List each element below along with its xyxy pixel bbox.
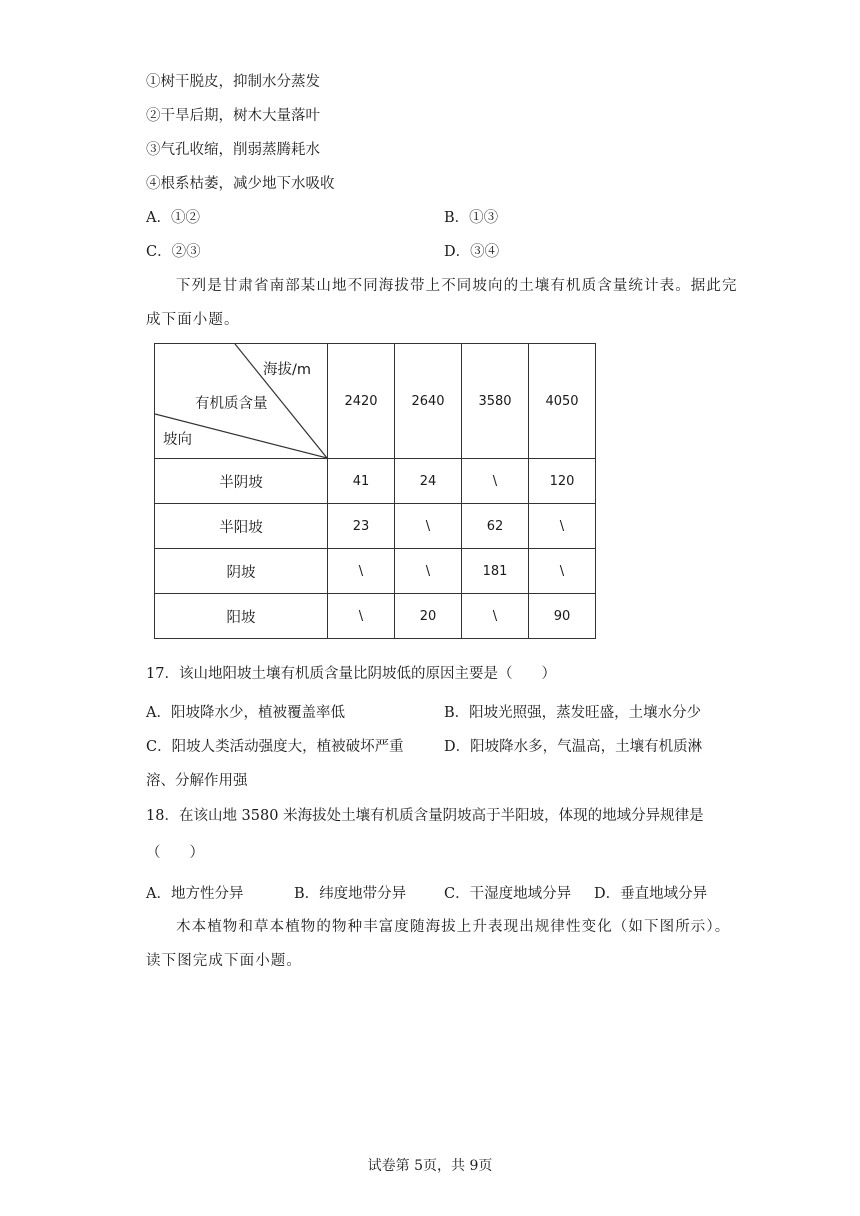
q18-option-a: A．地方性分异 [146, 886, 244, 902]
header-slope-aspect: 坡向 [163, 432, 192, 448]
passage-2-line-2: 读下图完成下面小题。 [146, 953, 302, 969]
q17-option-d-continued: 溶、分解作用强 [146, 773, 248, 789]
row-label: 阳坡 [155, 594, 328, 639]
table-diagonal-header [155, 344, 328, 459]
column-header: 4050 [529, 344, 596, 459]
table-row [155, 504, 596, 549]
table-cell: \ [529, 504, 596, 549]
q17-option-a: A．阳坡降水少，植被覆盖率低 [146, 705, 345, 721]
q18-option-d: D．垂直地域分异 [594, 886, 708, 902]
q18-stem-continued: （ ） [146, 845, 204, 861]
header-organic-matter: 有机质含量 [195, 396, 268, 412]
column-header: 3580 [462, 344, 529, 459]
statement-1: ①树干脱皮，抑制水分蒸发 [146, 74, 320, 90]
q17-stem: 17．该山地阳坡土壤有机质含量比阴坡低的原因主要是（ ） [146, 666, 556, 682]
q17-option-d: D．阳坡降水多，气温高，土壤有机质淋 [444, 739, 703, 755]
table-cell: 120 [529, 459, 596, 504]
column-header: 2640 [395, 344, 462, 459]
table-cell: \ [328, 549, 395, 594]
table-cell: 23 [328, 504, 395, 549]
table-row [155, 594, 596, 639]
q17-option-c: C．阳坡人类活动强度大，植被破坏严重 [146, 739, 404, 755]
table-row [155, 549, 596, 594]
table-cell: \ [395, 504, 462, 549]
table-cell: \ [462, 594, 529, 639]
statement-3: ③气孔收缩，削弱蒸腾耗水 [146, 142, 320, 158]
prev-option-b: B．①③ [444, 210, 499, 226]
table-cell: \ [328, 594, 395, 639]
q17-option-b: B．阳坡光照强，蒸发旺盛，土壤水分少 [444, 705, 702, 721]
page-footer: 试卷第 5页，共 9页 [367, 1158, 493, 1174]
row-label: 阴坡 [155, 549, 328, 594]
table-cell: 20 [395, 594, 462, 639]
header-altitude: 海拔/m [263, 362, 312, 378]
statement-4: ④根系枯萎，减少地下水吸收 [146, 176, 335, 192]
column-header: 2420 [328, 344, 395, 459]
row-label: 半阳坡 [155, 504, 328, 549]
prev-option-a: A．①② [146, 210, 200, 226]
table-cell: \ [462, 459, 529, 504]
prev-option-c: C．②③ [146, 244, 201, 260]
table-cell: 62 [462, 504, 529, 549]
table-cell: 181 [462, 549, 529, 594]
table-cell: 24 [395, 459, 462, 504]
q18-stem: 18．在该山地 3580 米海拔处土壤有机质含量阴坡高于半阳坡，体现的地域分异规律是 [146, 808, 704, 824]
passage-2-line-1: 木本植物和草本植物的物种丰富度随海拔上升表现出规律性变化（如下图所示）。 [176, 919, 731, 935]
table-cell: 41 [328, 459, 395, 504]
row-label: 半阴坡 [155, 459, 328, 504]
prev-option-d: D．③④ [444, 244, 500, 260]
table-row [155, 459, 596, 504]
q18-option-c: C．干湿度地域分异 [444, 886, 572, 902]
table-cell: \ [529, 549, 596, 594]
q18-option-b: B．纬度地带分异 [294, 886, 407, 902]
organic-matter-table [154, 343, 596, 639]
table-cell: \ [395, 549, 462, 594]
passage-1-line-2: 成下面小题。 [146, 312, 240, 328]
table-cell: 90 [529, 594, 596, 639]
table-header-row [155, 344, 596, 459]
passage-1-line-1: 下列是甘肃省南部某山地不同海拔带上不同坡向的土壤有机质含量统计表。据此完 [176, 278, 738, 294]
statement-2: ②干旱后期，树木大量落叶 [146, 108, 320, 124]
